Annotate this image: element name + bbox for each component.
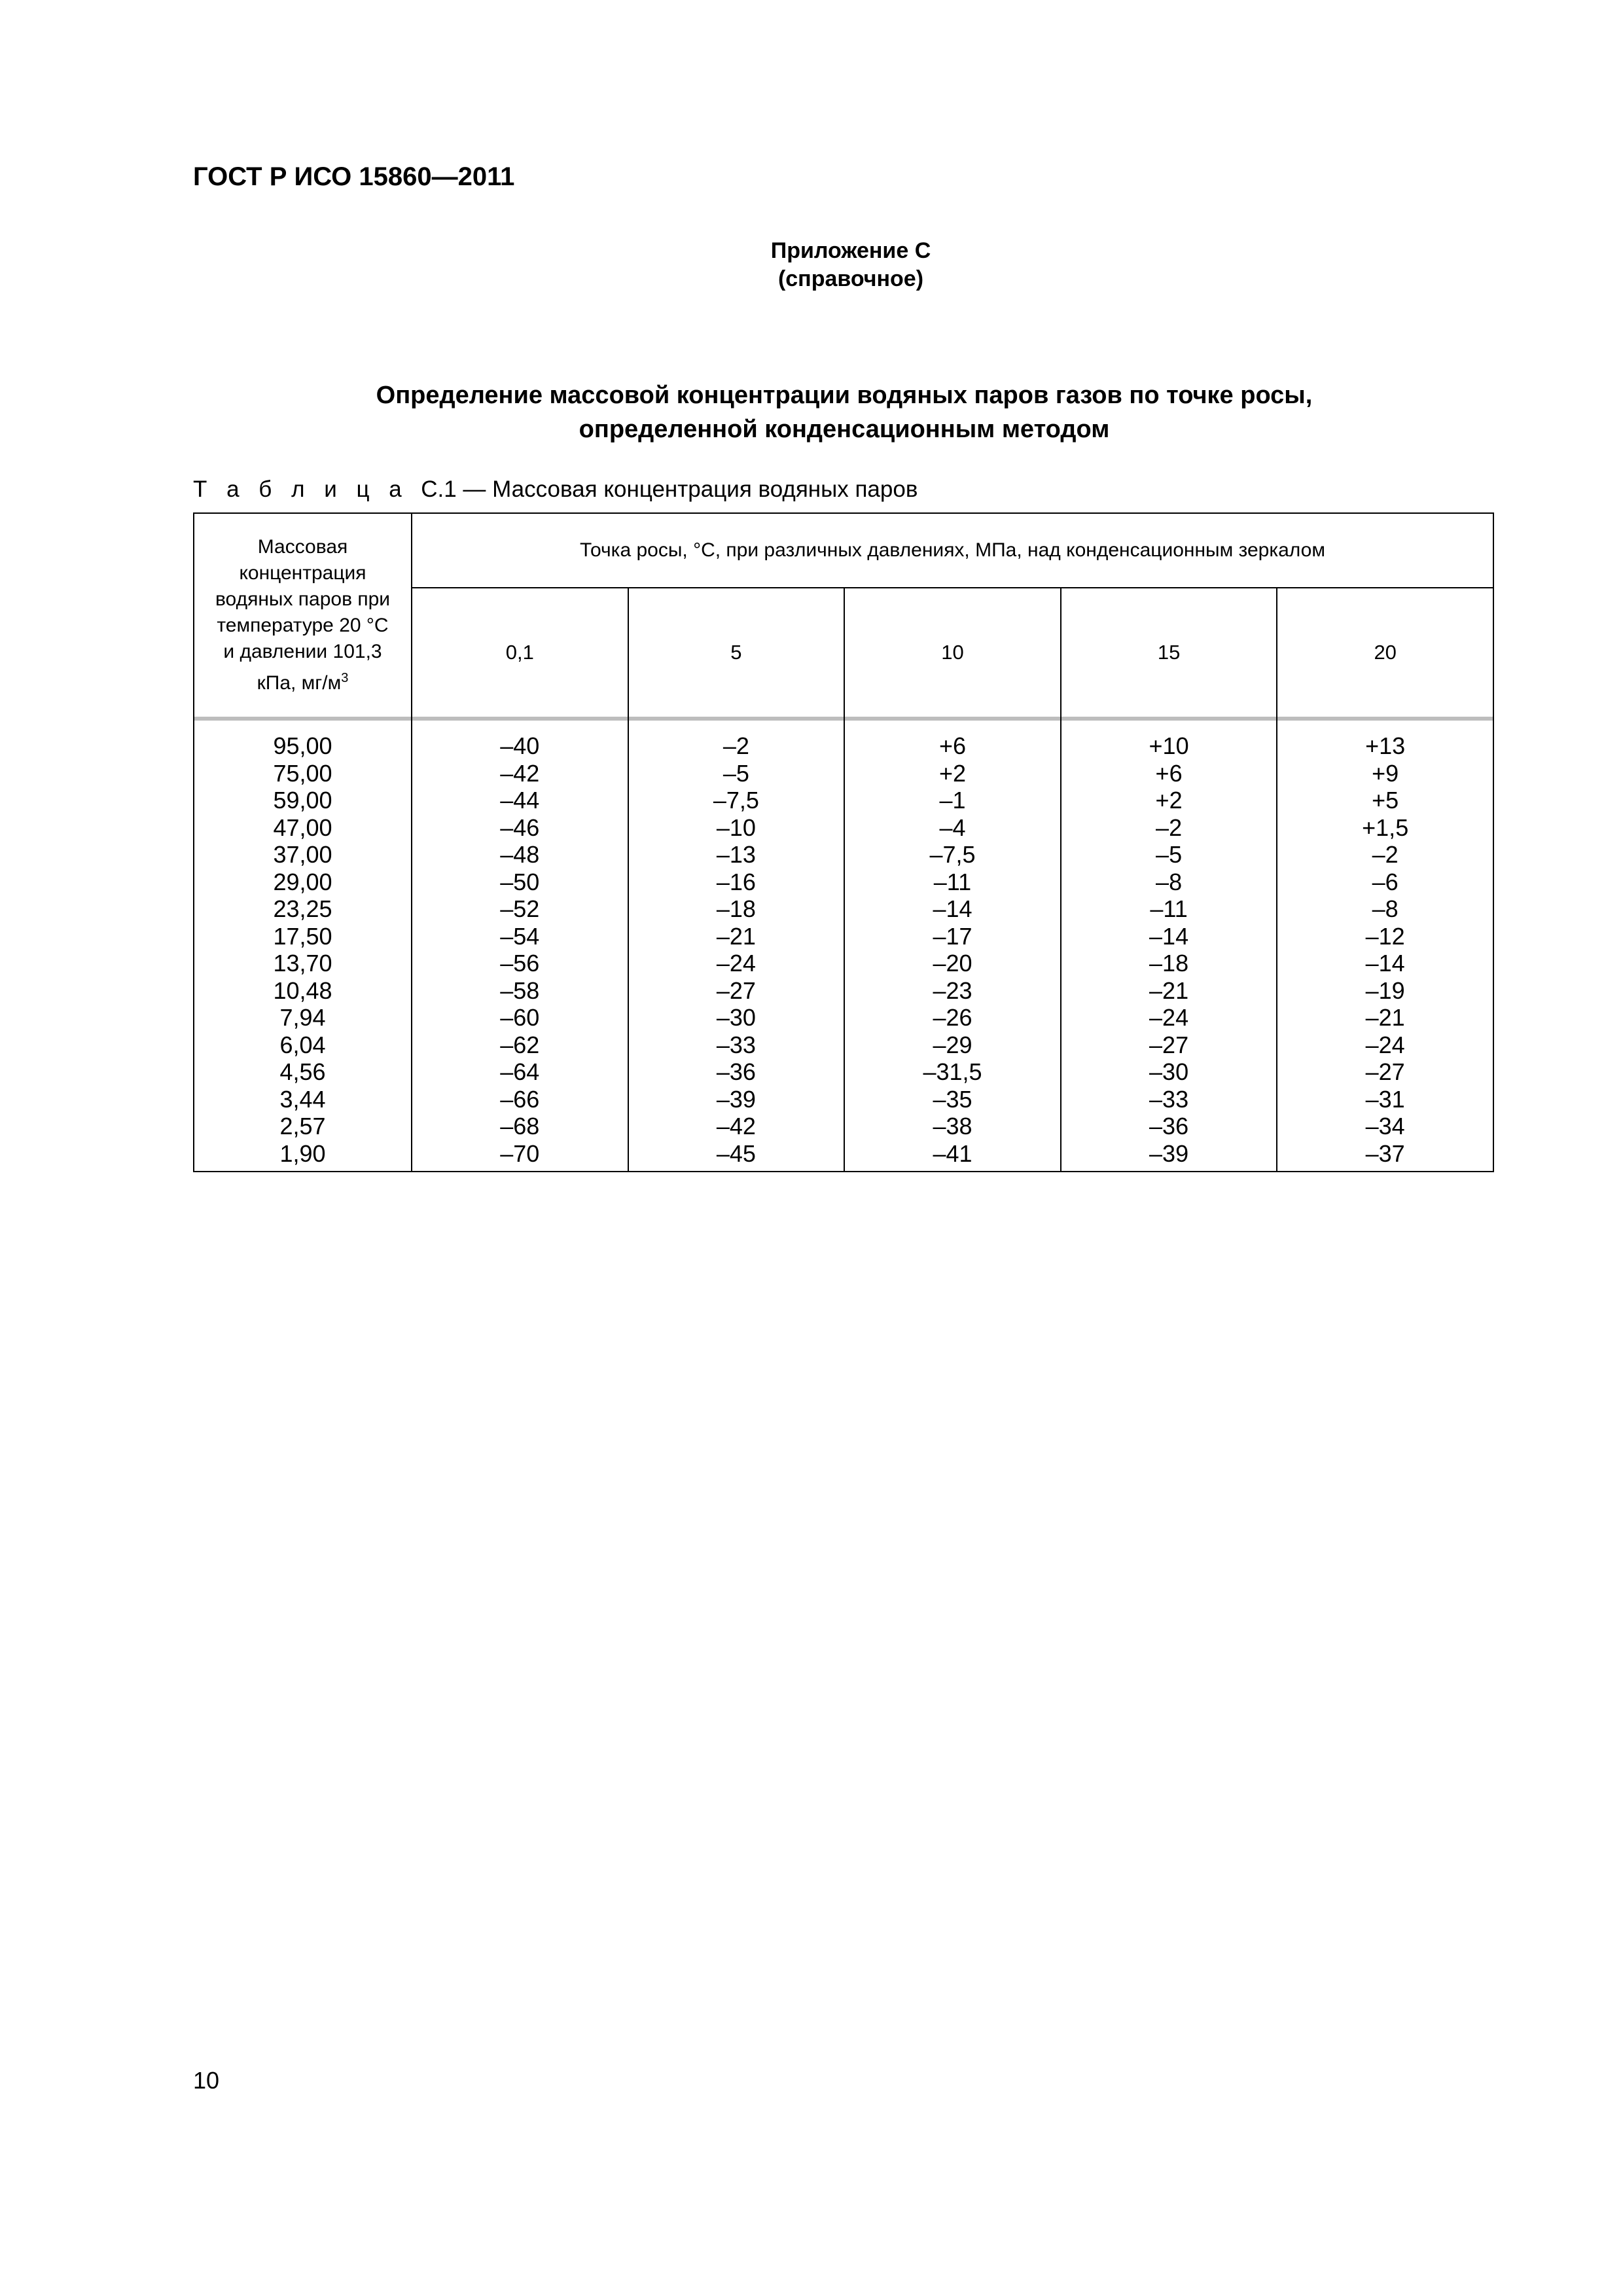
concentration-cell: 3,44 — [194, 1086, 412, 1113]
table-row — [194, 923, 1493, 950]
dew-point-cell: –33 — [628, 1031, 845, 1059]
table-row — [194, 787, 1493, 814]
dew-point-cell: –5 — [628, 760, 845, 787]
dew-point-cell: –16 — [628, 869, 845, 896]
dew-point-cell: –23 — [844, 977, 1061, 1005]
dew-point-cell: –2 — [1061, 814, 1277, 842]
section-heading — [196, 378, 1492, 446]
table-row — [194, 1058, 1493, 1086]
dew-point-cell: –68 — [412, 1113, 628, 1140]
appendix-title: Приложение С — [770, 238, 931, 263]
dew-point-cell: –39 — [1061, 1140, 1277, 1172]
concentration-cell: 6,04 — [194, 1031, 412, 1059]
table-row — [194, 841, 1493, 869]
table-row — [194, 950, 1493, 977]
concentration-cell: 29,00 — [194, 869, 412, 896]
dew-point-cell: –52 — [412, 895, 628, 923]
dew-point-cell: –62 — [412, 1031, 628, 1059]
dew-point-cell: –64 — [412, 1058, 628, 1086]
header-pressure: 20 — [1277, 588, 1493, 717]
dew-point-cell: +9 — [1277, 760, 1493, 787]
dew-point-cell: +2 — [1061, 787, 1277, 814]
dew-point-cell: –21 — [1061, 977, 1277, 1005]
dew-point-cell: –14 — [1061, 923, 1277, 950]
concentration-cell: 95,00 — [194, 721, 412, 760]
concentration-cell: 13,70 — [194, 950, 412, 977]
dew-point-cell: –44 — [412, 787, 628, 814]
concentration-cell: 75,00 — [194, 760, 412, 787]
dew-point-cell: +1,5 — [1277, 814, 1493, 842]
concentration-cell: 37,00 — [194, 841, 412, 869]
header-left-sup: 3 — [341, 671, 349, 685]
dew-point-cell: +5 — [1277, 787, 1493, 814]
concentration-cell: 47,00 — [194, 814, 412, 842]
dew-point-cell: –18 — [1061, 950, 1277, 977]
dew-point-cell: –39 — [628, 1086, 845, 1113]
dew-point-cell: –42 — [628, 1113, 845, 1140]
dew-point-cell: –26 — [844, 1004, 1061, 1031]
dew-point-cell: –27 — [1061, 1031, 1277, 1059]
table-row — [194, 1031, 1493, 1059]
dew-point-cell: +6 — [1061, 760, 1277, 787]
table-row — [194, 760, 1493, 787]
dew-point-cell: –8 — [1277, 895, 1493, 923]
dew-point-cell: –31,5 — [844, 1058, 1061, 1086]
dew-point-cell: –48 — [412, 841, 628, 869]
dew-point-cell: –41 — [844, 1140, 1061, 1172]
header-pressure: 15 — [1061, 588, 1277, 717]
header-pressure: 10 — [844, 588, 1061, 717]
dew-point-cell: –7,5 — [844, 841, 1061, 869]
page-number: 10 — [193, 2067, 220, 2094]
dew-point-cell: +2 — [844, 760, 1061, 787]
table-row — [194, 895, 1493, 923]
dew-point-cell: –14 — [1277, 950, 1493, 977]
dew-point-cell: –50 — [412, 869, 628, 896]
table-row — [194, 1004, 1493, 1031]
dew-point-cell: –34 — [1277, 1113, 1493, 1140]
concentration-cell: 2,57 — [194, 1113, 412, 1140]
dew-point-cell: –27 — [1277, 1058, 1493, 1086]
dew-point-cell: –11 — [844, 869, 1061, 896]
heading-line-2: определенной конденсационным методом — [579, 416, 1110, 443]
dew-point-cell: –17 — [844, 923, 1061, 950]
dew-point-cell: –46 — [412, 814, 628, 842]
table-row — [194, 814, 1493, 842]
concentration-cell: 17,50 — [194, 923, 412, 950]
dew-point-cell: –6 — [1277, 869, 1493, 896]
dew-point-cell: –56 — [412, 950, 628, 977]
table-row — [194, 1140, 1493, 1172]
dew-point-cell: –19 — [1277, 977, 1493, 1005]
dew-point-cell: –11 — [1061, 895, 1277, 923]
dew-point-cell: –36 — [628, 1058, 845, 1086]
table-row — [194, 721, 1493, 760]
concentration-cell: 4,56 — [194, 1058, 412, 1086]
dew-point-cell: –29 — [844, 1031, 1061, 1059]
table-body — [194, 717, 1493, 1172]
dew-point-cell: –4 — [844, 814, 1061, 842]
table-row — [194, 977, 1493, 1005]
dew-point-cell: –42 — [412, 760, 628, 787]
concentration-cell: 59,00 — [194, 787, 412, 814]
concentration-cell: 23,25 — [194, 895, 412, 923]
dew-point-cell: +13 — [1277, 721, 1493, 760]
header-left-text: Массовая концентрация водяных паров при температуре 20 °С и давлении 101,3 кПа, мг/м — [215, 536, 391, 694]
concentration-cell: 10,48 — [194, 977, 412, 1005]
table-row — [194, 869, 1493, 896]
dew-point-cell: –13 — [628, 841, 845, 869]
dew-point-cell: –45 — [628, 1140, 845, 1172]
dew-point-cell: –35 — [844, 1086, 1061, 1113]
dew-point-cell: –7,5 — [628, 787, 845, 814]
dew-point-cell: –8 — [1061, 869, 1277, 896]
dew-point-cell: +6 — [844, 721, 1061, 760]
dew-point-cell: +10 — [1061, 721, 1277, 760]
dew-point-cell: –20 — [844, 950, 1061, 977]
table-row — [194, 1086, 1493, 1113]
concentration-cell: 7,94 — [194, 1004, 412, 1031]
dew-point-cell: –70 — [412, 1140, 628, 1172]
header-pressure: 5 — [628, 588, 845, 717]
dew-point-cell: –10 — [628, 814, 845, 842]
header-dew-point: Точка росы, °С, при различных давлениях, МПа, над конденсационным зеркалом — [412, 513, 1493, 588]
dew-point-cell: –38 — [844, 1113, 1061, 1140]
table-caption-text: С.1 — Массовая концентрация водяных паров — [421, 476, 918, 502]
dew-point-cell: –24 — [628, 950, 845, 977]
dew-point-cell: –54 — [412, 923, 628, 950]
dew-point-cell: –5 — [1061, 841, 1277, 869]
dew-point-cell: –21 — [628, 923, 845, 950]
dew-point-table — [193, 512, 1494, 1172]
dew-point-cell: –30 — [628, 1004, 845, 1031]
dew-point-cell: –1 — [844, 787, 1061, 814]
header-mass-concentration — [194, 513, 412, 717]
dew-point-cell: –30 — [1061, 1058, 1277, 1086]
appendix-type: (справочное) — [777, 266, 924, 291]
dew-point-cell: –2 — [1277, 841, 1493, 869]
dew-point-cell: –14 — [844, 895, 1061, 923]
table-row — [194, 1113, 1493, 1140]
document-code: ГОСТ Р ИСО 15860—2011 — [193, 162, 515, 191]
dew-point-cell: –37 — [1277, 1140, 1493, 1172]
table-caption-prefix: Т а б л и ц а — [193, 476, 408, 502]
dew-point-cell: –24 — [1277, 1031, 1493, 1059]
dew-point-cell: –24 — [1061, 1004, 1277, 1031]
dew-point-cell: –27 — [628, 977, 845, 1005]
table-caption — [193, 476, 918, 503]
concentration-cell: 1,90 — [194, 1140, 412, 1172]
dew-point-cell: –58 — [412, 977, 628, 1005]
dew-point-cell: –2 — [628, 721, 845, 760]
dew-point-cell: –12 — [1277, 923, 1493, 950]
dew-point-cell: –18 — [628, 895, 845, 923]
dew-point-cell: –60 — [412, 1004, 628, 1031]
dew-point-cell: –40 — [412, 721, 628, 760]
dew-point-cell: –21 — [1277, 1004, 1493, 1031]
dew-point-cell: –66 — [412, 1086, 628, 1113]
dew-point-cell: –33 — [1061, 1086, 1277, 1113]
heading-line-1: Определение массовой концентрации водяных паров газов по точке росы, — [376, 382, 1313, 409]
header-pressure: 0,1 — [412, 588, 628, 717]
dew-point-cell: –31 — [1277, 1086, 1493, 1113]
dew-point-cell: –36 — [1061, 1113, 1277, 1140]
